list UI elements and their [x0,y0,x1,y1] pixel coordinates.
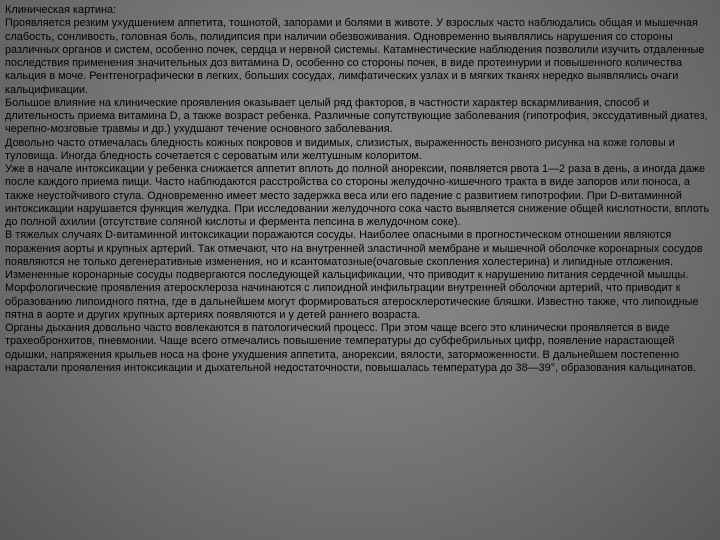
slide-text-block [5,4,712,375]
paragraph-factors: Большое влияние на клинические проявления оказывает целый ряд факторов, в частности характер вскармливания, способ и длительность приема витамина D, а также возраст ребенка. Различные сопутствующие заболевания (гипотрофия, экссудативный диатез, черепно-мозговые травмы и др.) ухудшают течение основного заболевания. [5,96,708,136]
paragraph-vascular: В тяжелых случаях D-витаминной интоксикации поражаются сосуды. Наиболее опасными в прогностическом отношении являются поражения аорты и крупных артерий. Так отмечают, что на внутренней эластичной мембране и мышечной оболочке коронарных сосудов появляются не только дегенеративные изменения, но и ксантоматозные(очаговые скопления холестерина) и липидные отложения. Измененные коронарные сосуды подвергаются последующей кальцификации, что приводит к нарушению питания сердечной мышцы. Морфологические проявления атеросклероза начинаются с липоидной инфильтрации внутренней оболочки артерий, что приводит к образованию липоидного пятна, где в дальнейшем могут формироваться атеросклеротические бляшки. Известно также, что липоидные пятна в аорте и других крупных артериях появляются и у детей раннего возраста. [5,229,703,321]
paragraph-digestive: Уже в начале интоксикации у ребенка снижается аппетит вплоть до полной анорексии, появляется рвота 1—2 раза в день, а иногда даже после каждого приема пищи. Часто наблюдаются расстройства со стороны желудочно-кишечного тракта в виде запоров или поноса, а также неустойчивого стула. Одновременно имеет место задержка веса или его падение с развитием гипотрофии. При D-витаминной интоксикации нарушается функция желудка. При исследовании желудочного сока часто выявляется снижение общей кислотности, вплоть до полной ахилии (отсутствие соляной кислоты и фермента пепсина в желудочном соке). [5,163,710,228]
paragraph-respiratory: Органы дыхания довольно часто вовлекаются в патологический процесс. При этом чаще всего это клинически проявляется в виде трахеобронхитов, пневмонии. Чаще всего отмечались повышение температуры до субфебрильных цифр, появление нарастающей одышки, напряжения крыльев носа на фоне ухудшения аппетита, анорексии, вялости, заторможенности. В дальнейшем постепенно нарастали проявления интоксикации и дыхательной недостаточности, повышалась температура до 38—39°, образования кальцинатов. [5,322,697,374]
paragraph-pallor: Довольно часто отмечалась бледность кожных покровов и видимых, слизистых, выраженность венозного рисунка на коже головы и туловища. Иногда бледность сочетается с сероватым или желтушным колоритом. [5,136,675,162]
paragraph-symptoms: Проявляется резким ухудшением аппетита, тошнотой, запорами и болями в животе. У взрослых часто наблюдались общая и мышечная слабость, сонливость, головная боль, полидипсия при наличии обезвоживания. Одновременно выявлялись нарушения со стороны различных органов и систем, особенно почек, сердца и нервной системы. Катамнестические наблюдения позволили изучить отдаленные последствия применения значительных доз витамина D, особенно со стороны почек, в виде протеинурии и повышенного количества кальция в моче. Рентгенографически в легких, больших сосудах, лимфатических узлах и в мягких тканях нередко выявлялись очаги кальцификации. [5,17,705,96]
slide-heading: Клиническая картина: [5,4,117,16]
